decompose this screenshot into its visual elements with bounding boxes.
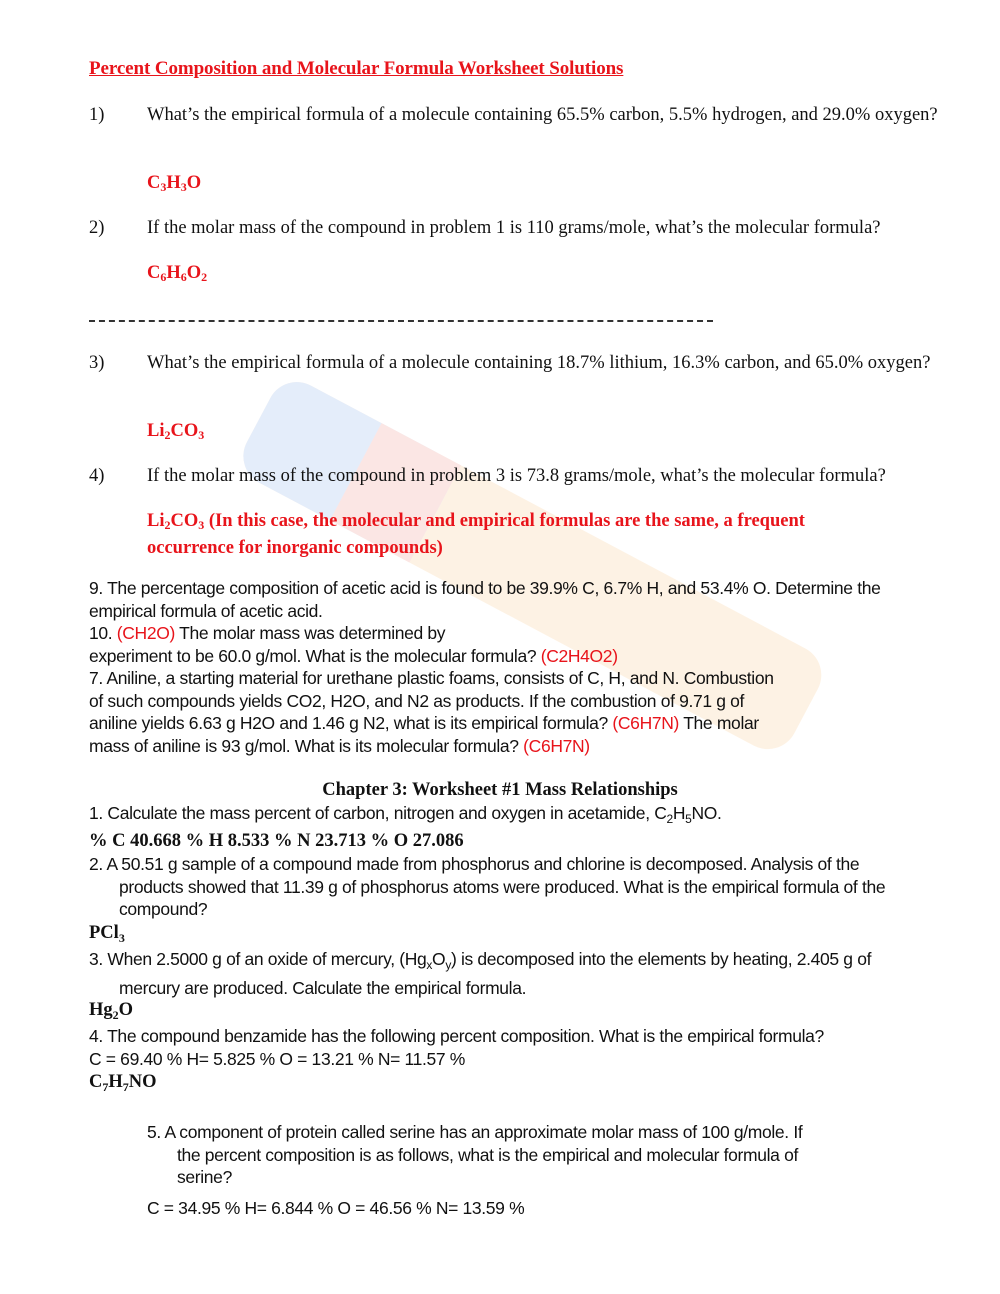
chapter-answer-1: % C 40.668 % H 8.533 % N 23.713 % O 27.086: [89, 831, 464, 851]
chapter-question-1: 1. Calculate the mass percent of carbon, nitrogen and oxygen in acetamide, $C_2H_5NO$.: [89, 803, 722, 826]
chapter-answer-3: $Hg_2O$: [89, 1000, 134, 1022]
answer-3: $Li_2CO_3$: [147, 421, 205, 442]
problem-number: 4): [89, 466, 105, 486]
chapter-heading: Chapter 3: Worksheet #1 Mass Relationships: [322, 780, 678, 800]
page-title: Percent Composition and Molecular Formula Worksheet Solutions: [89, 58, 624, 79]
answer-note: (In this case, the molecular and empirical formulas are the same, a frequent occurrence for inorganic compounds): [147, 511, 805, 558]
chapter-question-4: 4. The compound benzamide has the following percent composition. What is the empirical formula? C = 69.40 % H= 5.825 % O = 13.21 % N= 11.57 %: [89, 1025, 969, 1070]
answer-4: $Li_2CO_3$ (In this case, the molecular and empirical formulas are the same, a frequent occurrence for inorganic compounds): [147, 511, 805, 558]
problem-number: 1): [89, 105, 105, 125]
acetic-acid-block: 9. The percentage composition of acetic acid is found to be 39.9% C, 6.7% H, and 53.4% O. Determine the empirical formula of acetic acid. 10. (CH2O) The molar mass was determined by experiment to be 60.0 g/mol. What is the molecular formula? (C2H4O2): [89, 578, 881, 666]
aniline-block: 7. Aniline, a starting material for urethane plastic foams, consists of C, H, and N. Combustion of such compounds yields CO2, H2O, and N2 as products. If the combustion of 9.71 g of aniline yields 6.63 g H2O and 1.46 g N2, what is its empirical formula? (C6H7N) The molar mass of aniline is 93 g/mol. What is its molecular formula? (C6H7N): [89, 668, 774, 756]
chapter-question-5: 5. A component of protein called serine has an approximate molar mass of 100 g/mole. If the percent composition is as follows, what is the empirical and molecular formula of serine?: [147, 1122, 803, 1187]
problem-question: What’s the empirical formula of a molecule containing 65.5% carbon, 5.5% hydrogen, and 29.0% oxygen?: [147, 105, 938, 125]
problem-question: If the molar mass of the compound in problem 1 is 110 grams/mole, what’s the molecular formula?: [147, 218, 881, 238]
chapter-answer-4: $C_7H_7NO$: [89, 1072, 157, 1094]
chapter-answer-2: PCl$_3$: [89, 923, 125, 945]
problem-number: 3): [89, 353, 105, 373]
serine-composition-data: C = 34.95 % H= 6.844 % O = 46.56 % N= 13.59 %: [147, 1198, 525, 1218]
section-divider: [89, 320, 713, 322]
answer-1: $C_3H_3O$: [147, 173, 202, 194]
problem-question: If the molar mass of the compound in problem 3 is 73.8 grams/mole, what’s the molecular formula?: [147, 466, 886, 486]
chapter-question-2: 2. A 50.51 g sample of a compound made from phosphorus and chlorine is decomposed. Analysis of the products showed that 11.39 g of phosphorus atoms were produced. What is the empirical formula of the compound?: [89, 854, 886, 919]
percent-composition-data: C = 69.40 % H= 5.825 % O = 13.21 % N= 11.57 %: [89, 1048, 465, 1069]
answer-2: $C_6H_6O_2$: [147, 263, 208, 284]
problem-number: 2): [89, 218, 105, 238]
chapter-question-3: 3. When 2.5000 g of an oxide of mercury, $(Hg_xO_y)$ is decomposed into the elements by heating, 2.405 g of mercury are produced. Calculate the empirical formula.: [89, 949, 872, 998]
problem-question: What’s the empirical formula of a molecule containing 18.7% lithium, 16.3% carbon, and 65.0% oxygen?: [147, 353, 931, 373]
